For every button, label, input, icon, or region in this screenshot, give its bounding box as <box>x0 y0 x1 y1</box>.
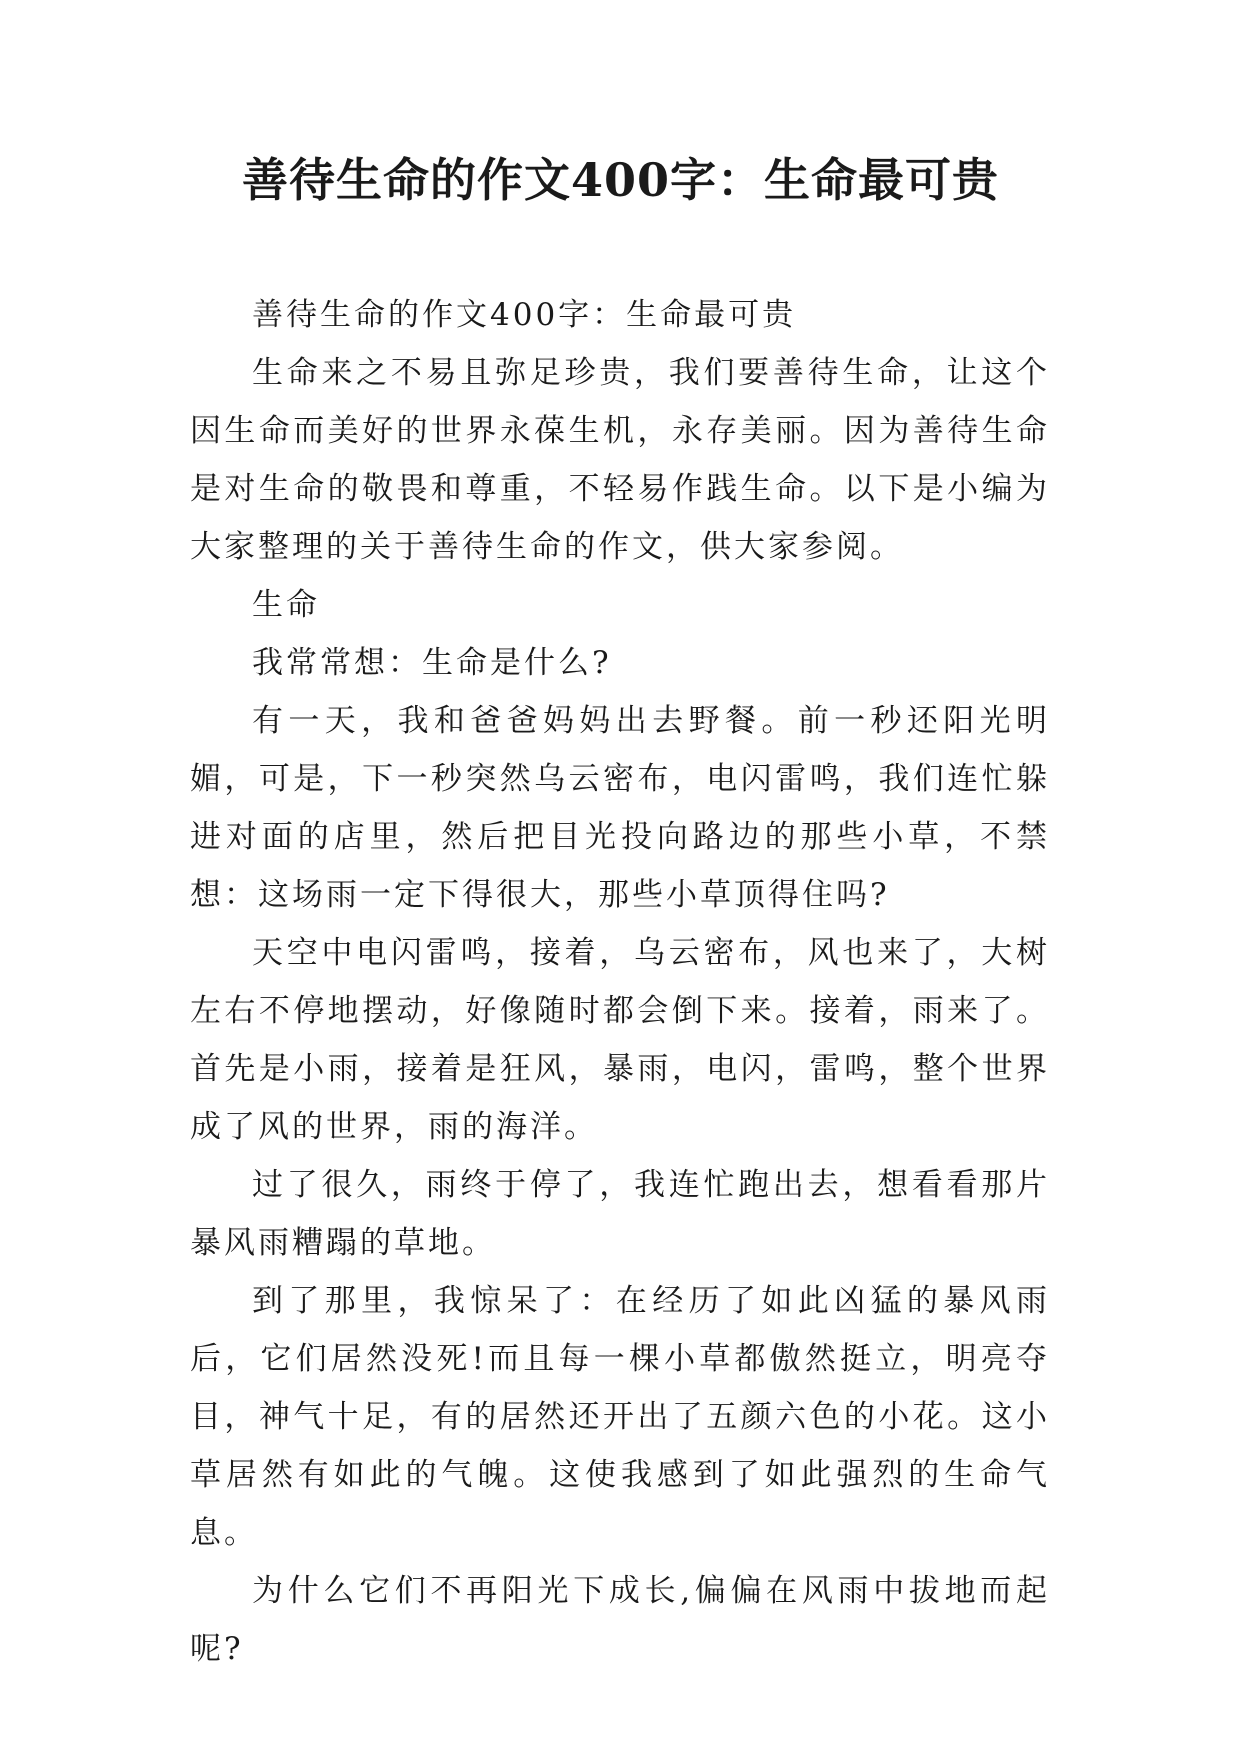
paragraph: 过了很久，雨终于停了，我连忙跑出去，想看看那片暴风雨糟蹋的草地。 <box>190 1167 1050 1261</box>
paragraph: 天空中电闪雷鸣，接着，乌云密布，风也来了，大树左右不停地摆动，好像随时都会倒下来。接着，雨来了。首先是小雨，接着是狂风，暴雨，电闪，雷鸣，整个世界成了风的世界，雨的海洋。 <box>190 935 1050 1145</box>
paragraph: 有一天，我和爸爸妈妈出去野餐。前一秒还阳光明媚，可是，下一秒突然乌云密布，电闪雷鸣，我们连忙躲进对面的店里，然后把目光投向路边的那些小草，不禁想：这场雨一定下得很大，那些小草顶得住吗? <box>190 703 1050 913</box>
document-body <box>190 286 1050 1678</box>
paragraph: 为什么它们不再阳光下成长,偏偏在风雨中拔地而起呢? <box>190 1573 1050 1667</box>
document-title: 善待生命的作文400字：生命最可贵 <box>241 153 1000 207</box>
paragraph: 善待生命的作文400字：生命最可贵 <box>252 297 797 333</box>
paragraph: 我常常想：生命是什么? <box>252 645 612 681</box>
paragraph: 生命 <box>252 587 320 623</box>
paragraph: 到了那里，我惊呆了：在经历了如此凶猛的暴风雨后，它们居然没死!而且每一棵小草都傲然挺立，明亮夺目，神气十足，有的居然还开出了五颜六色的小花。这小草居然有如此的气魄。这使我感到了如此强烈的生命气息。 <box>190 1283 1050 1551</box>
paragraph: 生命来之不易且弥足珍贵，我们要善待生命，让这个因生命而美好的世界永葆生机，永存美丽。因为善待生命是对生命的敬畏和尊重，不轻易作践生命。以下是小编为大家整理的关于善待生命的作文，供大家参阅。 <box>190 355 1050 565</box>
